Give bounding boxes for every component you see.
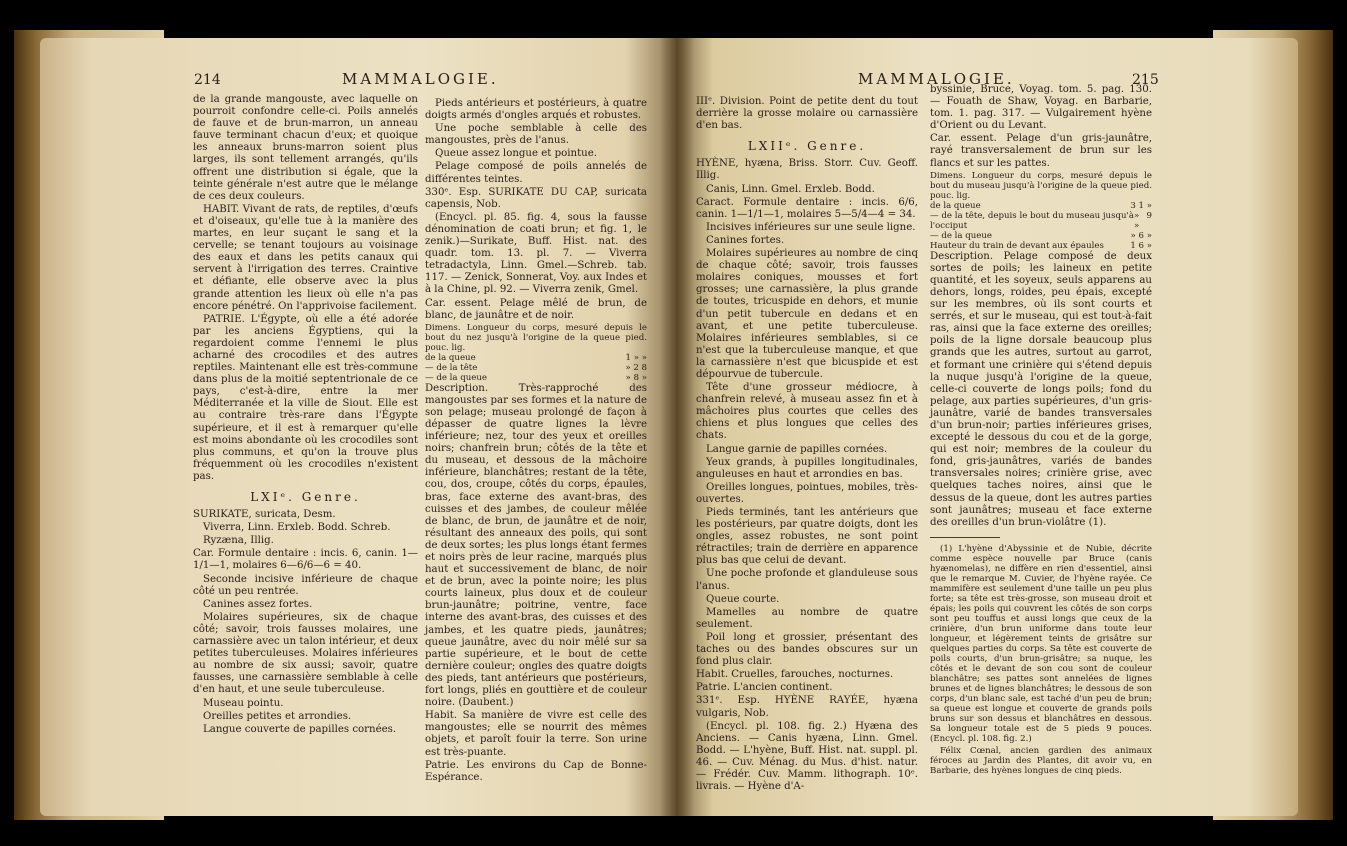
paragraph: de la grande mangouste, avec laquelle on pourroit confondre celle-ci. Poils annelés de fauve et de brun-marron, un anneau fauve terminant chacun d'eux; et quoique les anneaux bruns-marron soient plus larges, ils sont tellement arrangés, qu'ils offrent une distribution si égale, que la teinte générale n'est autre que le mélange de ces deux couleurs. [193,94,418,202]
paragraph: Oreilles petites et arrondies. [203,710,352,722]
paragraph: Queue assez longue et pointue. [435,148,597,160]
paragraph: SURIKATE, suricata, Desm. [193,509,336,521]
genre-heading: LXIIᵉ. Genre. [747,139,867,154]
paragraph: Pelage composé de poils annelés de différentes teintes. [425,161,647,185]
paragraph: Museau pointu. [203,697,284,709]
paragraph: Patrie. Les environs du Cap de Bonne-Espérance. [425,759,647,783]
paragraph: Car. essent. Pelage d'un gris-jaunâtre, rayé transversalement de brun sur les flancs et sur les pattes. [930,133,1152,169]
paragraph: Canines assez fortes. [203,598,313,610]
dimensions-row: — de la tête, depuis le bout du museau jusqu'à l'occiput » 9 » [930,210,1152,231]
dimensions-head: Dimens. Longueur du corps, mesuré depuis le bout du nez jusqu'à l'origine de la queue [425,322,647,343]
paragraph: Habit. Cruelles, farouches, nocturnes. [696,669,894,681]
dimensions-row: — de la tête » 2 8 [425,362,647,373]
paragraph: Ryzæna, Illig. [203,535,274,547]
paragraph: IIIᵉ. Division. Point de petite dent du tout derrière la grosse molaire ou carnassière d'en bas. [696,96,918,132]
genre-heading: LXIᵉ. Genre. [250,490,361,504]
paragraph: Langue couverte de papilles cornées. [203,723,397,735]
paragraph: Queue courte. [706,593,780,605]
paragraph: Pieds antérieurs et postérieurs, à quatre doigts armés d'ongles arqués et robustes. [425,98,647,122]
paragraph: Poil long et grossier, présentant des taches ou des bandes obscures sur un fond plus clair. [696,631,918,668]
paragraph: HYÈNE, hyæna, Briss. Storr. Cuv. Geoff. Illig. [696,158,918,182]
paragraph: Yeux grands, à pupilles longitudinales, anguleuses en haut et arrondies en bas. [696,456,918,480]
dimensions-head: Dimens. Longueur du corps, mesuré depuis le bout du museau jusqu'à l'origine de la queue [930,170,1152,191]
paragraph: Description. Pelage composé de deux sortes de poils; les laineux en petite quantité, et les soyeux, seuls apparens au dehors, longs, roides, peu épais, excepté sur les membres, où ils sont courts et serrés, et sur le museau, qui est tout-à-fait ras, ainsi que la face externe des oreilles; poils de la ligne dorsale beaucoup plus grands que les autres, surtout au garrot, et formant une crinière qui s'étend depuis la nuque jusqu'à l'origine de la queue, celle-ci couverte de longs poils; fond du pelage, aux parties supérieures, d'un gris-jaunâtre, varié de bandes transversales d'un brun-noir; parties inférieures grises, excepté le dessous du cou et de la gorge, qui est noir; membres de la couleur du fond, gris-jaunâtres, variés de bandes transversales noires; crinière grise, avec quelques taches noires, ainsi que le dessus de la queue, dont les autres parties sont jaunâtres; museau et face externe des oreilles d'un brun-violâtre (1). [930,250,1152,528]
paragraph: Patrie. L'ancien continent. [696,682,833,694]
paragraph: Molaires supérieures, six de chaque côté; savoir, trois fausses molaires, une carnassière avec un talon intérieur, et deux petites tuberculeuses. Molaires inférieures au nombre de six aussi; savoir, quatre fausses, une carnassière semblable à celle d'en haut, et une seule tuberculeuse. [193,611,418,696]
left-column-1 [193,94,418,737]
paragraph: Pieds terminés, tant les antérieurs que les postérieurs, par quatre doigts, dont les ongles, assez robustes, ne sont point rétractiles; train de derrière en apparence plus bas que celui de devant. [696,507,918,567]
paragraph: Caract. Formule dentaire : incis. 6/6, canin. 1—1/1—1, molaires 5—5/4—4 = 34. [696,196,918,220]
paragraph: Oreilles longues, pointues, mobiles, très-ouvertes. [696,481,918,505]
paragraph: Viverra, Linn. Erxleb. Bodd. Schreb. [203,522,391,534]
paragraph: Molaires supérieures au nombre de cinq de chaque côté; savoir, trois fausses molaires coniques, mousses et fort grosses; une carnassière, la plus grande de toutes, tricuspide en dehors, et munie d'un petit tubercule en dedans et en avant, et une petite tuberculeuse. Molaires inférieures semblables, si ce n'est que la tuberculeuse manque, et que la carnassière n'est que bicuspide et est dépourvue de tubercule. [696,248,918,380]
footnote: (1) L'hyène d'Abyssinie et de Nubie, décrite comme espèce nouvelle par Bruce (canis hyænomelas), ne diffère en rien d'essentiel, ainsi que le remarque M. Cuvier, de l'hyène rayée. Ce mammifère est seulement d'une taille un peu plus forte; sa tête est très-grosse, son museau droit et épais; les poils qui couvrent les côtés de son corps sont peu touffus et aussi longs que ceux de la crinière, d'un brun uniforme dans toute leur longueur, et légèrement teints de grisâtre sur quelques parties du corps. Sa tête est couverte de poils courts, d'un brun-grisâtre; sa nuque, les côtés et le devant de son cou sont de couleur blanchâtre; ses pattes sont annelées de lignes brunes et de lignes blanchâtres; le dessous de son corps, d'un blanc sale, est taché d'un peu de brun; sa queue est longue et couverte de grands poils bruns sur son dessus et blanchâtres en dessous. Sa longueur totale est de 5 pieds 9 pouces. (Encycl. pl. 108. fig. 2.) [930,543,1152,744]
left-page-number: 214 [194,72,221,88]
paragraph: 331ᵉ. Esp. HYÈNE RAYÉE, hyæna vulgaris, Nob. [696,695,918,719]
right-page-header: MAMMALOGIE. [858,70,1015,88]
paragraph: HABIT. Vivant de rats, de reptiles, d'œufs et d'oiseaux, qu'elle tue à la manière des martes, en leur suçant le sang et la cervelle; se tenant toujours au voisinage des eaux et dans les petits canaux qui servent à l'irrigation des terres. Craintive et défiante, elle observe avec la plus grande attention les lieux où elle n'a pas encore pénétré. On l'apprivoise facilement. [193,203,418,312]
paragraph: Description. Très-rapproché des mangoustes par ses formes et la nature de son pelage; museau prolongé de façon à dépasser de quatre lignes la lèvre inférieure; nez, tour des yeux et oreilles noirs; chanfrein brun; côtés de la tête et du museau, et dessous de la mâchoire inférieure, blanchâtres; restant de la tête, cou, dos, croupe, côtés du corps, épaules, bras, face externe des avant-bras, des cuisses et des jambes, de couleur mêlée de blanc, de brun, de jaunâtre et de noir, résultant des anneaux des poils, qui sont de deux sortes; les plus longs étant fermes et noirs près de leur racine, marqués plus haut et successivement de blanc, de noir et de brun, avec la pointe noire; les plus courts laineux, plus doux et de couleur brun-jaunâtre; poitrine, ventre, face interne des avant-bras, des cuisses et des jambes, et les quatre pieds, jaunâtres; queue jaunâtre, avec du noir mêlé sur sa partie supérieure, et le bout de cette dernière couleur; ongles des quatre doigts des pieds, tant antérieurs que postérieurs, fort longs, pliés en gouttière et de couleur noire. (Daubent.) [425,382,647,709]
paragraph: Habit. Sa manière de vivre est celle des mangoustes; elle se nourrit des mêmes objets, et paroît fouir la terre. Son urine est très-puante. [425,710,647,758]
paragraph: byssinie, Bruce, Voyag. tom. 5. pag. 130. — Fouath de Shaw, Voyag. en Barbarie, tom. 1. pag. 317. — Vulgairement hyène d'Orient ou du Levant. [930,84,1152,132]
paragraph: (Encycl. pl. 108. fig. 2.) Hyæna des Anciens. — Canis hyæna, Linn. Gmel. Bodd. — L'hyène, Buff. Hist. nat. suppl. pl. 46. — Cuv. Ménag. du Mus. d'hist. natur. — Frédér. Cuv. Mamm. lithograph. 10ᵉ. livrais. — Hyène d'A- [696,720,918,793]
paragraph: Mamelles au nombre de quatre seulement. [696,606,918,630]
paragraph: Langue garnie de papilles cornées. [706,443,888,455]
paragraph: Canis, Linn. Gmel. Erxleb. Bodd. [706,183,875,195]
dimensions-row: — de la queue » 6 » [930,230,1152,241]
left-page-header: MAMMALOGIE. [342,70,499,88]
dimensions-row: de la queue 1 » » [425,352,647,363]
dimensions-units: pied. pouc. lig. [425,332,647,353]
paragraph: (Encycl. pl. 85. fig. 4, sous la fausse dénomination de coati brun; et fig. 1, le zenik.)—Surikate, Buff. Hist. nat. des quadr. tom. 13. pl. 7. — Viverra tetradactyla, Linn. Gmel.—Schreb. tab. 117. — Zenick, Sonnerat, Voy. aux Indes et à la Chine, pl. 92. — Viverra zenik, Gmel. [425,211,647,296]
left-column-2 [425,98,647,785]
paragraph: Tête d'une grosseur médiocre, à chanfrein relevé, à museau assez fin et à mâchoires plus courtes que celles des chiens et plus longues que celles des chats. [696,382,918,442]
paragraph: Une poche profonde et glanduleuse sous l'anus. [696,568,918,592]
dimensions-row: de la queue 3 1 » [930,200,1152,211]
dimensions-units: pied. pouc. lig. [930,180,1152,201]
paragraph: Seconde incisive inférieure de chaque côté un peu rentrée. [193,573,418,597]
paragraph: Incisives inférieures sur une seule ligne. [706,221,916,233]
right-page-number: 215 [1132,72,1159,88]
book-gutter [660,38,694,816]
footnote: Félix Cœnal, ancien gardien des animaux féroces au Jardin des Plantes, dit avoir vu, en Barbarie, des hyènes longues de cinq pieds. [930,745,1152,776]
dimensions-row: Hauteur du train de devant aux épaules 1 6 » [930,240,1152,251]
right-column-2 [930,84,1152,776]
dimensions-table [930,171,1152,251]
right-column-1 [696,96,918,794]
dimensions-row: — de la queue » 8 » [425,372,647,383]
footnote-rule [930,537,1000,538]
paragraph: 330ᵉ. Esp. SURIKATE DU CAP, suricata capensis, Nob. [425,186,647,210]
paragraph: PATRIE. L'Égypte, où elle a été adorée par les anciens Égyptiens, qui la regardoient comme l'ennemi le plus acharné des crocodiles et des autres reptiles. Maintenant elle est très-commune dans plus de la moitié septentrionale de ce pays, c'est-à-dire, entre la mer Méditerranée et la ville de Siout. Elle est au contraire très-rare dans l'Égypte supérieure, et il est à remarquer qu'elle est moins abondante où les crocodiles sont plus communs, et qu'on la trouve plus fréquemment où les crocodiles n'existent pas. [193,313,418,482]
paragraph: Canines fortes. [706,234,785,246]
paragraph: Une poche semblable à celle des mangoustes, près de l'anus. [425,123,647,147]
paragraph: Car. essent. Pelage mêlé de brun, de blanc, de jaunâtre et de noir. [425,297,647,321]
paragraph: Car. Formule dentaire : incis. 6, canin. 1—1/1—1, molaires 6—6/6—6 = 40. [193,548,418,572]
dimensions-table [425,323,647,383]
